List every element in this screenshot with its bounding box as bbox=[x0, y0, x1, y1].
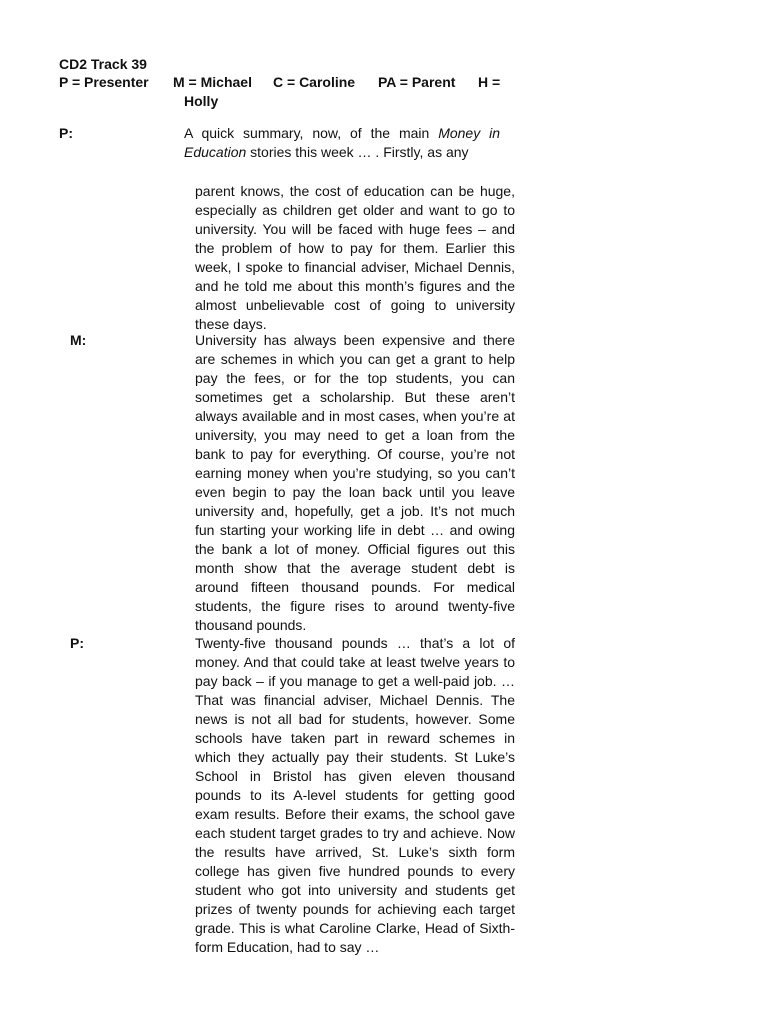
presenter-continued-text: parent knows, the cost of education can be huge, especially as children get older and want to go to university. You will be faced with huge fees – and the problem of how to pay for them. Earlier this week, I spoke to financial adviser, Michael Dennis, and he told me about this month’s figures and the almost unbelievable cost of going to university these days. bbox=[195, 183, 515, 332]
intro-italic-education: Education bbox=[184, 144, 247, 160]
intro-text-part-1: A quick summary, now, of the main bbox=[184, 125, 439, 141]
speaker-label-presenter-2: P: bbox=[70, 635, 84, 651]
intro-text-part-2: stories this week … . Firstly, as any bbox=[246, 144, 469, 160]
key-presenter: P = Presenter bbox=[59, 74, 149, 90]
michael-text: University has always been expensive and there are schemes in which you can get a grant to help pay the fees, or for the top students, you can sometimes get a scholarship. But these aren’t always available and in most cases, when you’re at university, you may need to get a loan from the bank to pay for everything. Of course, you’re not earning money when you’re studying, so you can’t even begin to pay the loan back until you leave university and, hopefully, get a job. It’s not much fun starting your working life in debt … and owing the bank a lot of money. Official figures out this month show that the average student debt is around fifteen thousand pounds. For medical students, the figure rises to around twenty-five thousand pounds. bbox=[195, 332, 515, 633]
speaker-label-presenter: P: bbox=[59, 125, 73, 141]
track-title: CD2 Track 39 bbox=[59, 56, 147, 72]
speaker-label-michael: M: bbox=[70, 332, 87, 348]
key-michael: M = Michael bbox=[173, 74, 252, 90]
intro-italic-money-in: Money in bbox=[438, 125, 500, 141]
key-parent: PA = Parent bbox=[378, 74, 456, 90]
presenter-intro-text bbox=[184, 124, 500, 162]
key-holly-name: Holly bbox=[184, 93, 219, 109]
key-holly-prefix: H = bbox=[478, 74, 501, 90]
presenter-text-2: Twenty-five thousand pounds … that’s a lot of money. And that could take at least twelve years to pay back – if you manage to get a well-paid job. … That was financial adviser, Michael Dennis. The news is not all bad for students, however. Some schools have taken part in reward schemes in which they actually pay their students. St Luke’s School in Bristol has given eleven thousand pounds to its A-level students for getting good exam results. Before their exams, the school gave each student target grades to try and achieve. Now the results have arrived, St. Luke’s sixth form college has given five hundred pounds to every student who got into university and students get prizes of twenty pounds for achieving each target grade. This is what Caroline Clarke, Head of Sixth-form Education, had to say … bbox=[195, 635, 515, 955]
key-caroline: C = Caroline bbox=[273, 74, 356, 90]
